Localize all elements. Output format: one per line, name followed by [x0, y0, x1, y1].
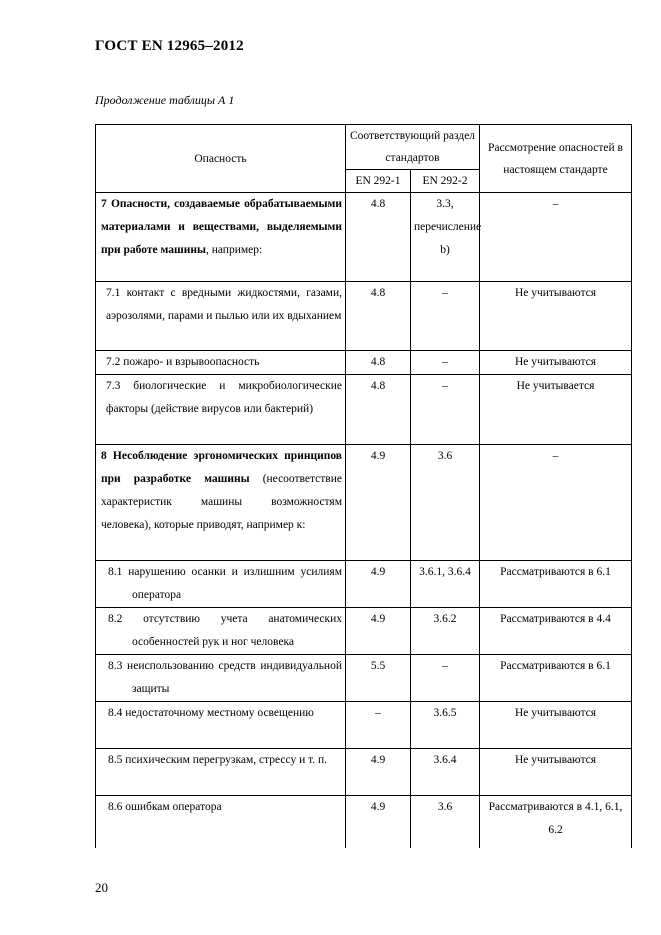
- table-row: [96, 561, 632, 608]
- hazard-cell: [96, 655, 346, 702]
- page-number: 20: [95, 880, 108, 895]
- hazard-text: 8.2 отсутствию учета анатомических особенностей рук и ног человека: [108, 613, 342, 648]
- consideration-cell: –: [480, 445, 632, 561]
- table-row: [96, 445, 632, 561]
- header-consideration: Рассмотрение опасностей в настоящем стандарте: [480, 125, 632, 193]
- document-title: ГОСТ EN 12965–2012: [95, 38, 244, 54]
- en292-2-cell: 3.6: [411, 796, 480, 849]
- header-en292-1: EN 292-1: [346, 170, 411, 193]
- hazard-cell: [96, 702, 346, 749]
- en292-2-cell: 3.6.2: [411, 608, 480, 655]
- en292-1-cell: 4.9: [346, 796, 411, 849]
- en292-2-cell: –: [411, 375, 480, 445]
- header-correspondence: Соответствующий раздел стандартов: [346, 125, 480, 170]
- en292-2-cell: 3.6.4: [411, 749, 480, 796]
- hazard-group-title: 7 Опасности, создаваемые обрабатываемыми материалами и веществами, выделяемыми при работе машины: [101, 198, 342, 256]
- table-row: [96, 351, 632, 375]
- table-row: [96, 702, 632, 749]
- hazards-table: [95, 124, 632, 848]
- hazard-cell: [96, 561, 346, 608]
- hazard-text: 8.1 нарушению осанки и излишним усилиям оператора: [108, 566, 342, 601]
- consideration-cell: Не учитываются: [480, 282, 632, 351]
- consideration-cell: Не учитывается: [480, 375, 632, 445]
- table-row: [96, 282, 632, 351]
- consideration-cell: –: [480, 193, 632, 282]
- en292-1-cell: 4.9: [346, 561, 411, 608]
- consideration-cell: Не учитываются: [480, 351, 632, 375]
- table-row: [96, 193, 632, 282]
- hazard-cell: [96, 749, 346, 796]
- en292-1-cell: 4.8: [346, 193, 411, 282]
- consideration-cell: Не учитываются: [480, 749, 632, 796]
- en292-1-cell: 4.9: [346, 445, 411, 561]
- table-caption: Продолжение таблицы А 1: [95, 93, 235, 107]
- hazard-group-rest: , например:: [205, 244, 263, 256]
- en292-1-cell: 5.5: [346, 655, 411, 702]
- consideration-cell: Не учитываются: [480, 702, 632, 749]
- hazard-cell: [96, 608, 346, 655]
- hazard-group-rest: (несоответствие характеристик машины возможностям человека), которые приводят, например к:: [101, 473, 342, 531]
- en292-2-cell: 3.6.1, 3.6.4: [411, 561, 480, 608]
- table-row: [96, 749, 632, 796]
- en292-2-cell: 3.6.5: [411, 702, 480, 749]
- hazard-cell: 7.3 биологические и микробиологические факторы (действие вирусов или бактерий): [96, 375, 346, 445]
- hazard-text: 8.4 недостаточному местному освещению: [108, 707, 314, 719]
- hazard-cell: 7.1 контакт с вредными жидкостями, газами, аэрозолями, парами и пылью или их вдыханием: [96, 282, 346, 351]
- hazard-text: 8.6 ошибкам оператора: [108, 801, 222, 813]
- hazard-cell: [96, 445, 346, 561]
- table-row: [96, 796, 632, 849]
- en292-1-cell: –: [346, 702, 411, 749]
- hazard-cell: [96, 796, 346, 849]
- consideration-cell: Рассматриваются в 6.1: [480, 561, 632, 608]
- hazard-text: 8.3 неиспользованию средств индивидуальной защиты: [108, 660, 342, 695]
- en292-2-cell: 3.6: [411, 445, 480, 561]
- consideration-cell: Рассматриваются в 4.1, 6.1, 6.2: [480, 796, 632, 849]
- header-hazard: Опасность: [96, 125, 346, 193]
- header-en292-2: EN 292-2: [411, 170, 480, 193]
- hazard-text: 8.5 психическим перегрузкам, стрессу и т. п.: [108, 754, 328, 766]
- en292-1-cell: 4.8: [346, 351, 411, 375]
- table-row: [96, 655, 632, 702]
- en292-1-cell: 4.9: [346, 749, 411, 796]
- consideration-cell: Рассматриваются в 4.4: [480, 608, 632, 655]
- consideration-cell: Рассматриваются в 6.1: [480, 655, 632, 702]
- hazard-cell: [96, 193, 346, 282]
- hazard-group-title: 8 Несоблюдение эргономических принципов при разработке машины: [101, 450, 342, 485]
- table-header-row: [96, 125, 632, 170]
- table-row: [96, 608, 632, 655]
- en292-2-cell: –: [411, 351, 480, 375]
- en292-2-cell: –: [411, 282, 480, 351]
- en292-2-cell: –: [411, 655, 480, 702]
- en292-1-cell: 4.8: [346, 282, 411, 351]
- en292-2-cell: 3.3, перечисление b): [411, 193, 480, 282]
- hazard-cell: 7.2 пожаро- и взрывоопасность: [96, 351, 346, 375]
- en292-1-cell: 4.9: [346, 608, 411, 655]
- table-row: [96, 375, 632, 445]
- en292-1-cell: 4.8: [346, 375, 411, 445]
